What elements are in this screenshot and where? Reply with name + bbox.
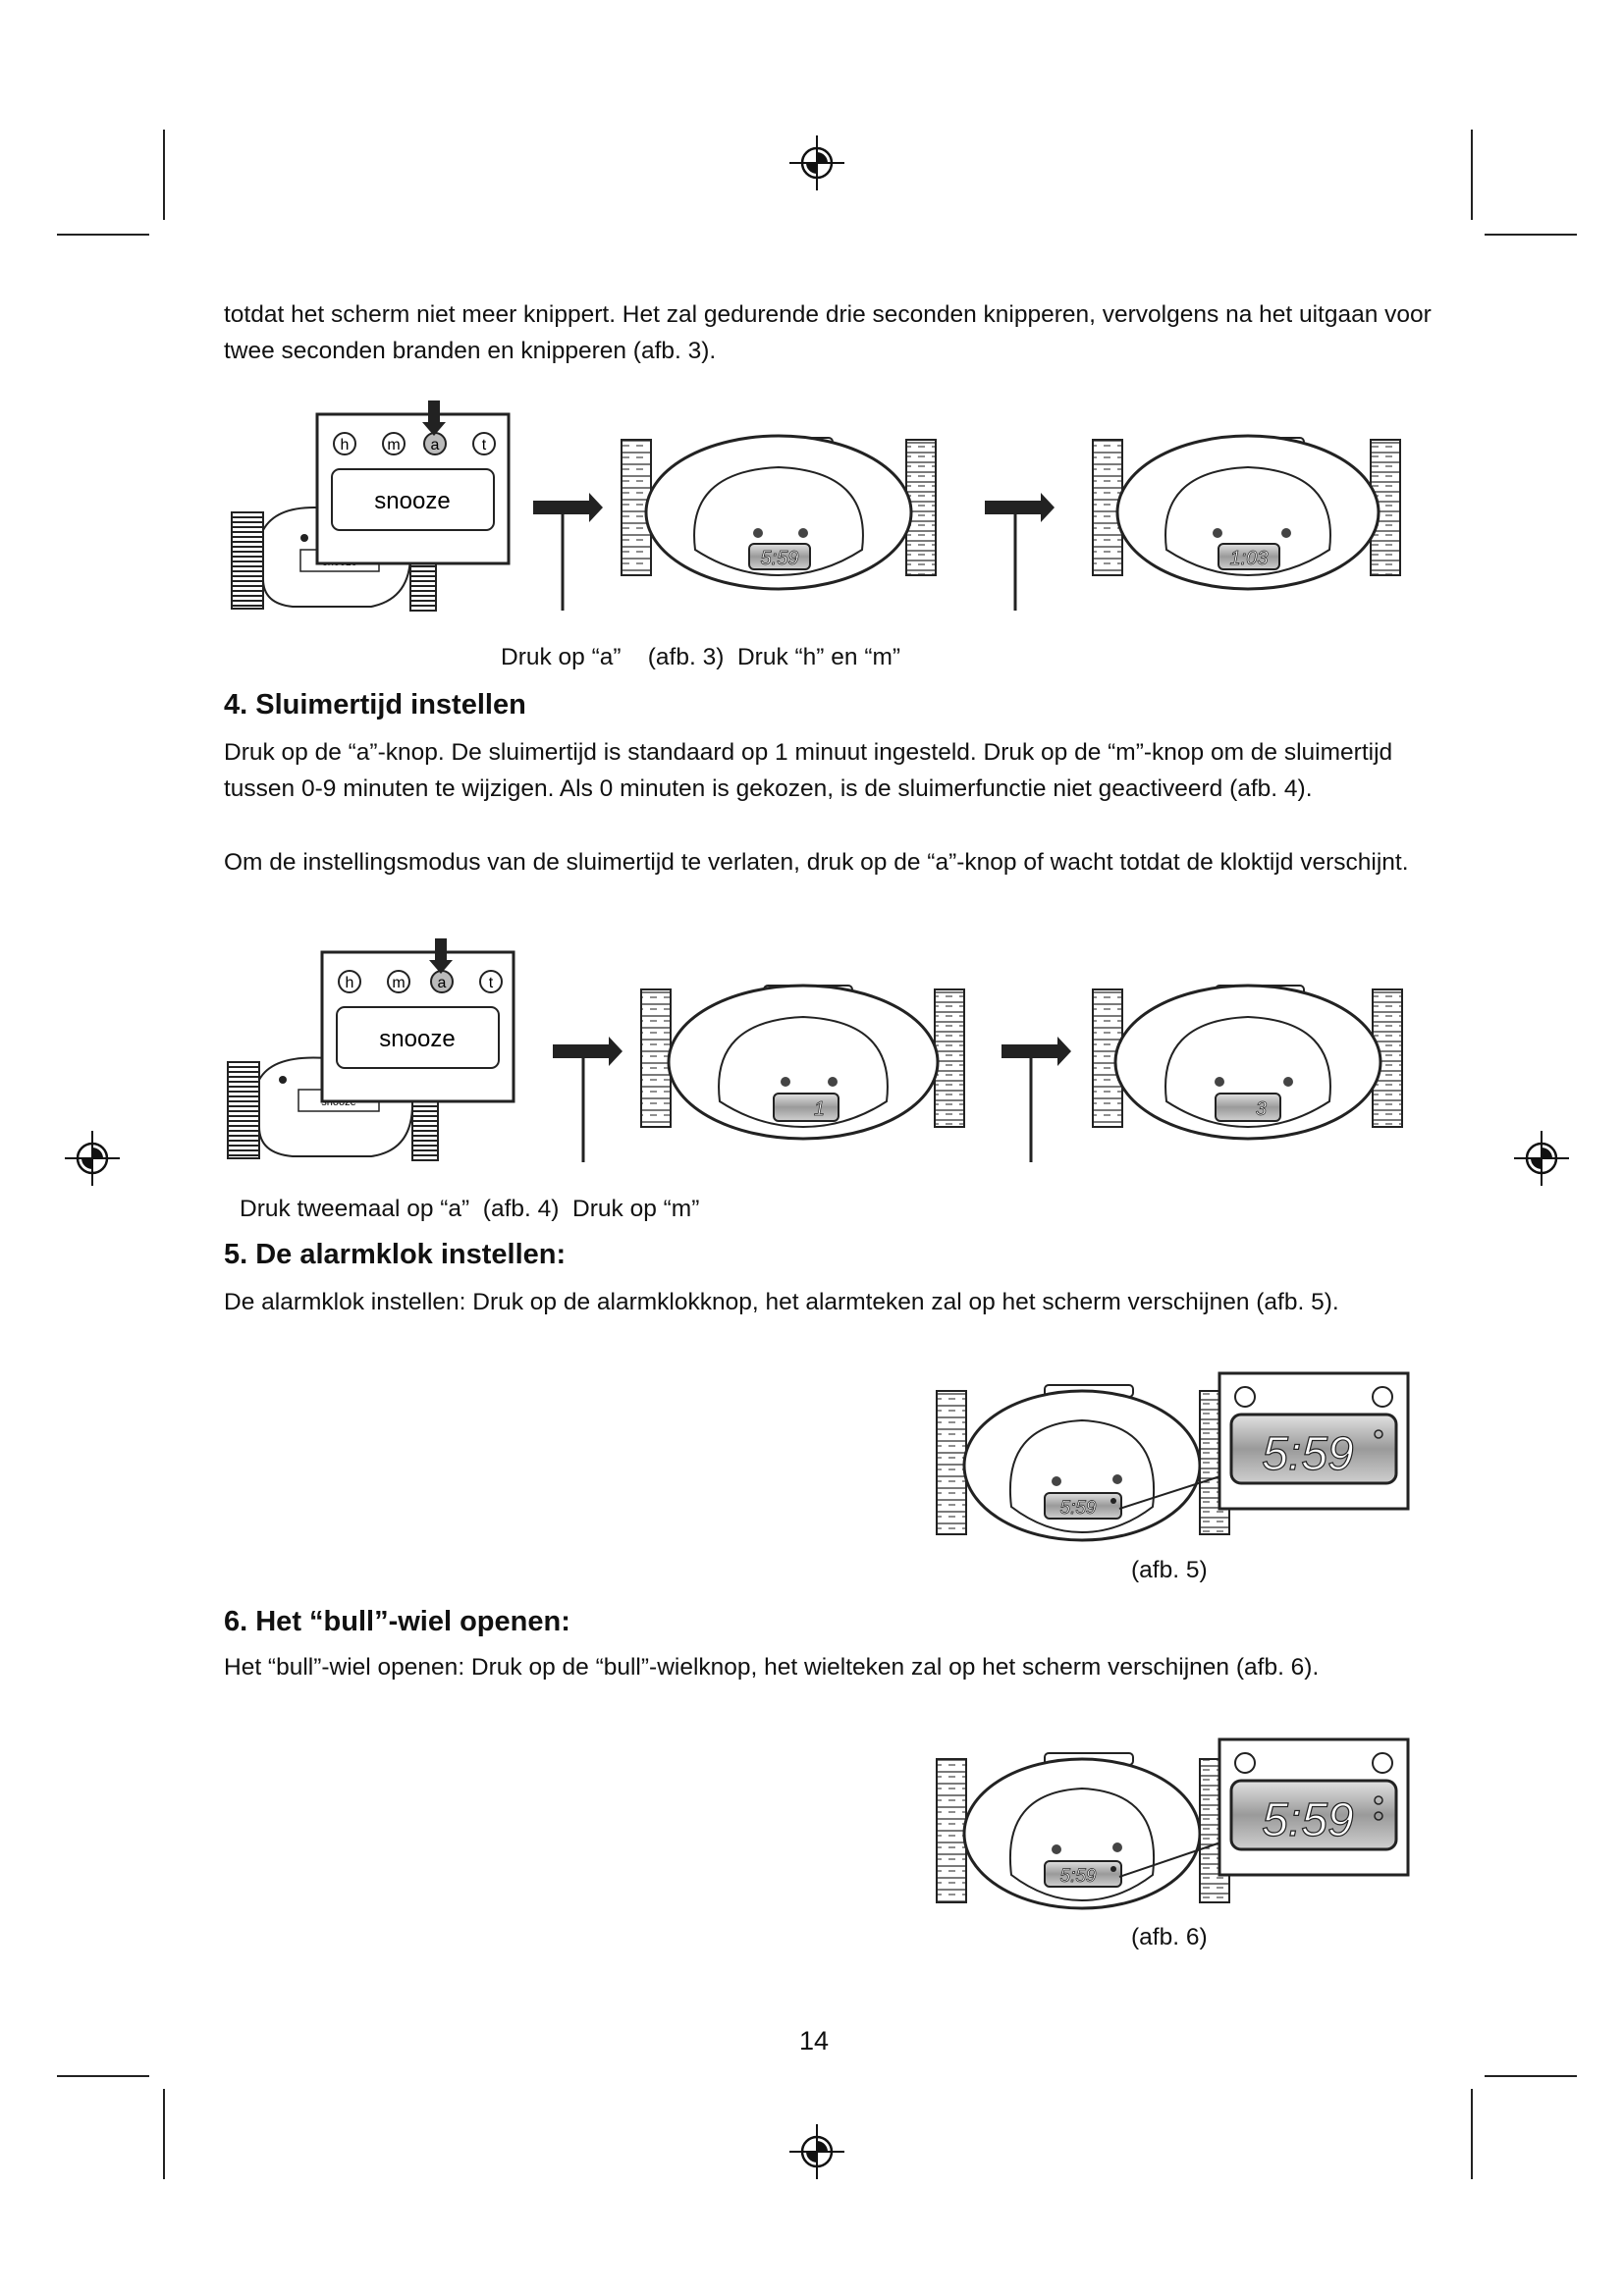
large-display: 5:59 <box>1262 1428 1354 1480</box>
section-6-heading: 6. Het “bull”-wiel openen: <box>224 1606 570 1637</box>
small-display: 5:59 <box>1059 1866 1097 1887</box>
step-arrow-1 <box>553 1037 623 1162</box>
figure-5-caption: (afb. 5) <box>1131 1557 1208 1583</box>
section-5-paragraph: De alarmklok instellen: Druk op de alarmklokknop, het alarmteken zal op het scherm verschijnen (afb. 5). <box>224 1289 1339 1315</box>
bull-wheel-icon <box>1373 1753 1392 1773</box>
clock-1-display: 1 <box>813 1098 825 1120</box>
zoom-panel <box>1219 1373 1408 1509</box>
button-h <box>334 433 355 454</box>
svg-text:t: t <box>488 975 494 991</box>
figure-6-caption: (afb. 6) <box>1131 1924 1208 1950</box>
section-6-paragraph: Het “bull”-wiel openen: Druk op de “bull”-wielknop, het wielteken zal op het scherm verschijnen (afb. 6). <box>224 1654 1320 1681</box>
crop-mark-tl-v <box>163 130 165 220</box>
svg-text:t: t <box>481 437 487 454</box>
section-5-heading: 5. De alarmklok instellen: <box>224 1239 567 1270</box>
crop-mark-br-h <box>1485 2075 1577 2077</box>
button-m <box>388 971 409 992</box>
svg-text:a: a <box>437 975 447 991</box>
crop-mark-tr-h <box>1485 234 1577 236</box>
button-m <box>383 433 405 454</box>
zoom-panel <box>317 400 509 563</box>
step-arrow-1 <box>533 493 603 611</box>
registration-mark-right <box>1512 1129 1571 1188</box>
crop-mark-tr-v <box>1471 130 1473 220</box>
clock-1 <box>622 436 936 589</box>
crop-mark-tl-h <box>57 234 149 236</box>
small-display: 5:59 <box>1059 1498 1097 1519</box>
registration-mark-bottom <box>787 2122 846 2181</box>
figure-3 <box>224 393 1422 633</box>
crop-mark-bl-v <box>163 2089 165 2179</box>
zoom-panel <box>322 938 514 1101</box>
button-a <box>431 971 453 992</box>
svg-text:m: m <box>392 975 406 991</box>
svg-text:h: h <box>345 975 354 991</box>
button-t <box>473 433 495 454</box>
figure-4-caption: Druk tweemaal op “a” (afb. 4) Druk op “m” <box>240 1196 700 1222</box>
step-arrow-2 <box>1001 1037 1071 1162</box>
clock-1 <box>641 986 964 1139</box>
section-4-paragraph-1: Druk op de “a”-knop. De sluimertijd is standaard op 1 minuut ingesteld. Druk op de “m”-knop om de sluimertijd tussen 0-9 minuten te wijzigen. Als 0 minuten is gekozen, is de sluimerfunctie niet geactiveerd (afb. 4). <box>224 739 1393 802</box>
section-4-paragraph-2: Om de instellingsmodus van de sluimertijd te verlaten, druk op de “a”-knop of wacht totdat de kloktijd verschijnt. <box>224 849 1409 876</box>
clock-1-display: 5:59 <box>760 548 799 569</box>
button-a <box>424 433 446 454</box>
svg-text:h: h <box>340 437 350 454</box>
clock-2-display: 3 <box>1255 1098 1267 1120</box>
page-number: 14 <box>799 2026 830 2056</box>
svg-text:a: a <box>430 437 440 454</box>
snooze-label: snooze <box>374 488 451 514</box>
clock-2-display: 1:03 <box>1229 548 1269 569</box>
zoom-panel <box>1219 1739 1408 1875</box>
figure-4 <box>224 933 1422 1173</box>
figure-5 <box>935 1369 1416 1546</box>
button-h <box>339 971 360 992</box>
large-display: 5:59 <box>1262 1794 1354 1846</box>
alarm-icon <box>1235 1387 1255 1407</box>
snooze-label: snooze <box>379 1026 456 1052</box>
alarm-icon <box>1235 1753 1255 1773</box>
svg-text:m: m <box>387 437 401 454</box>
registration-mark-left <box>63 1129 122 1188</box>
crop-mark-br-v <box>1471 2089 1473 2179</box>
figure-3-caption: Druk op “a” (afb. 3) Druk “h” en “m” <box>501 644 901 670</box>
registration-mark-top <box>787 133 846 192</box>
figure-6 <box>935 1735 1416 1912</box>
button-t <box>480 971 502 992</box>
step-arrow-2 <box>985 493 1055 611</box>
clock-2 <box>1093 436 1400 589</box>
crop-mark-bl-h <box>57 2075 149 2077</box>
intro-paragraph: totdat het scherm niet meer knippert. Het zal gedurende drie seconden knipperen, vervolgens na het uitgaan voor twee seconden branden en knipperen (afb. 3). <box>224 301 1432 364</box>
bull-wheel-icon <box>1373 1387 1392 1407</box>
section-4-heading: 4. Sluimertijd instellen <box>224 689 526 721</box>
clock-2 <box>1093 986 1402 1139</box>
